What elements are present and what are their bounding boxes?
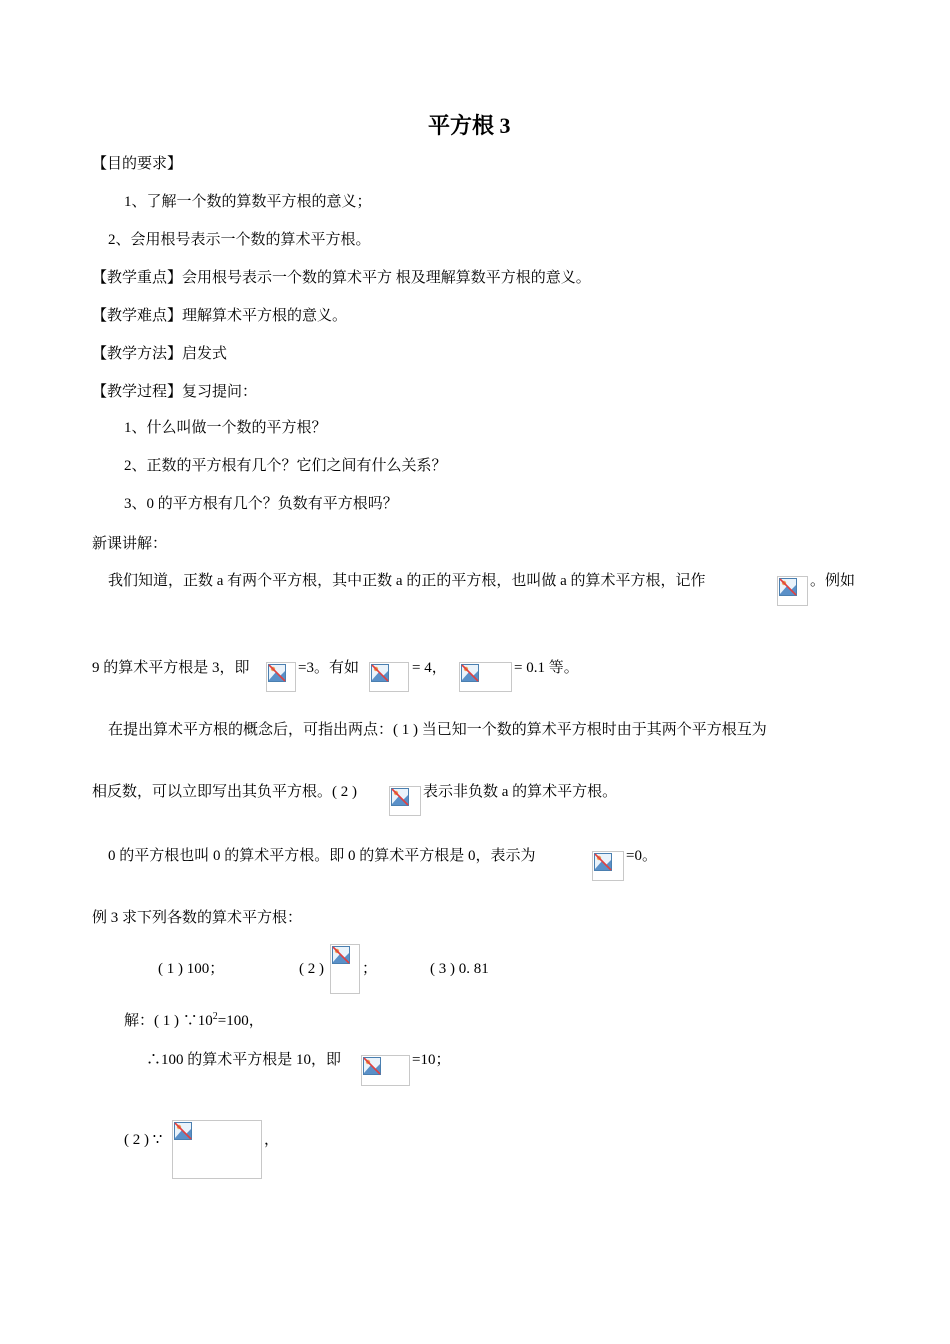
broken-image-icon	[332, 946, 350, 964]
solution-line-2-result: =10；	[412, 1052, 451, 1068]
review-question-1: 1、什么叫做一个数的平方根？	[124, 420, 327, 436]
paragraph-1-text: 我们知道，正数 a 有两个平方根，其中正数 a 的正的平方根，也叫做 a 的算术平方根，记作	[108, 573, 706, 589]
example-item-2-label: ( 2 )	[299, 961, 324, 977]
paragraph-2-eq-01: = 0.1 等。	[514, 660, 579, 676]
key-point: 【教学重点】会用根号表示一个数的算术平方 根及理解算数平方根的意义。	[92, 270, 591, 286]
sqrt-16-formula-image	[369, 662, 409, 692]
sqrt-100-formula-image	[361, 1055, 410, 1086]
broken-image-icon	[391, 788, 409, 806]
paragraph-4-text: 相反数，可以立即写出其负平方根。( 2 )	[92, 784, 357, 800]
sqrt-0-formula-image	[592, 851, 624, 881]
objective-1: 1、了解一个数的算数平方根的意义；	[124, 194, 372, 210]
solution-line-1-text: 解：( 1 ) ∵10	[124, 1013, 213, 1029]
paragraph-1-suffix: 。例如	[810, 573, 856, 589]
broken-image-icon	[594, 853, 612, 871]
solution-line-1-result: =100，	[217, 1013, 264, 1029]
solution-line-2: ∴100 的算术平方根是 10，即	[146, 1052, 342, 1068]
example-item-3: ( 3 ) 0. 81	[430, 961, 489, 977]
fraction-formula-image	[330, 944, 360, 994]
objective-2: 2、会用根号表示一个数的算术平方根。	[108, 232, 371, 248]
teaching-method: 【教学方法】启发式	[92, 346, 228, 362]
broken-image-icon	[363, 1057, 381, 1075]
objectives-label: 【目的要求】	[92, 156, 183, 172]
example-item-1: ( 1 ) 100；	[158, 961, 225, 977]
solution-line-3: ( 2 ) ∵	[124, 1132, 163, 1148]
paragraph-3-text: 在提出算术平方根的概念后，可指出两点：( 1 ) 当已知一个数的算术平方根时由于其两个平方根互为	[108, 722, 767, 738]
sqrt-a-formula-image	[777, 576, 808, 606]
paragraph-2-text: 9 的算术平方根是 3，即	[92, 660, 250, 676]
paragraph-4-suffix: 表示非负数 a 的算术平方根。	[423, 784, 618, 800]
paragraph-5-text: 0 的平方根也叫 0 的算术平方根。即 0 的算术平方根是 0，表示为	[108, 848, 536, 864]
broken-image-icon	[268, 664, 286, 682]
paragraph-2-eq-4: = 4，	[412, 660, 447, 676]
review-question-3: 3、0 的平方根有几个？负数有平方根吗？	[124, 496, 398, 512]
sqrt-9-formula-image	[266, 662, 296, 692]
new-lesson-label: 新课讲解：	[92, 536, 168, 552]
paragraph-5-suffix: =0。	[626, 848, 657, 864]
paragraph-2-eq-3: =3。有如	[298, 660, 359, 676]
example-item-2-suffix: ；	[362, 961, 378, 977]
teaching-process: 【教学过程】复习提问：	[92, 384, 258, 400]
solution-line-3-suffix: ，	[264, 1132, 280, 1148]
page-title: 平方根 3	[428, 113, 511, 138]
exponent: 2	[212, 1011, 218, 1022]
sqrt-a-formula-image-2	[389, 786, 421, 816]
broken-image-icon	[371, 664, 389, 682]
example-3-title: 例 3 求下列各数的算术平方根：	[92, 910, 303, 926]
broken-image-icon	[779, 578, 797, 596]
difficulty: 【教学难点】理解算术平方根的意义。	[92, 308, 348, 324]
solution-line-1	[124, 1011, 264, 1031]
square-formula-image	[172, 1120, 262, 1179]
broken-image-icon	[461, 664, 479, 682]
sqrt-001-formula-image	[459, 662, 512, 692]
review-question-2: 2、正数的平方根有几个？它们之间有什么关系？	[124, 458, 447, 474]
broken-image-icon	[174, 1122, 192, 1140]
